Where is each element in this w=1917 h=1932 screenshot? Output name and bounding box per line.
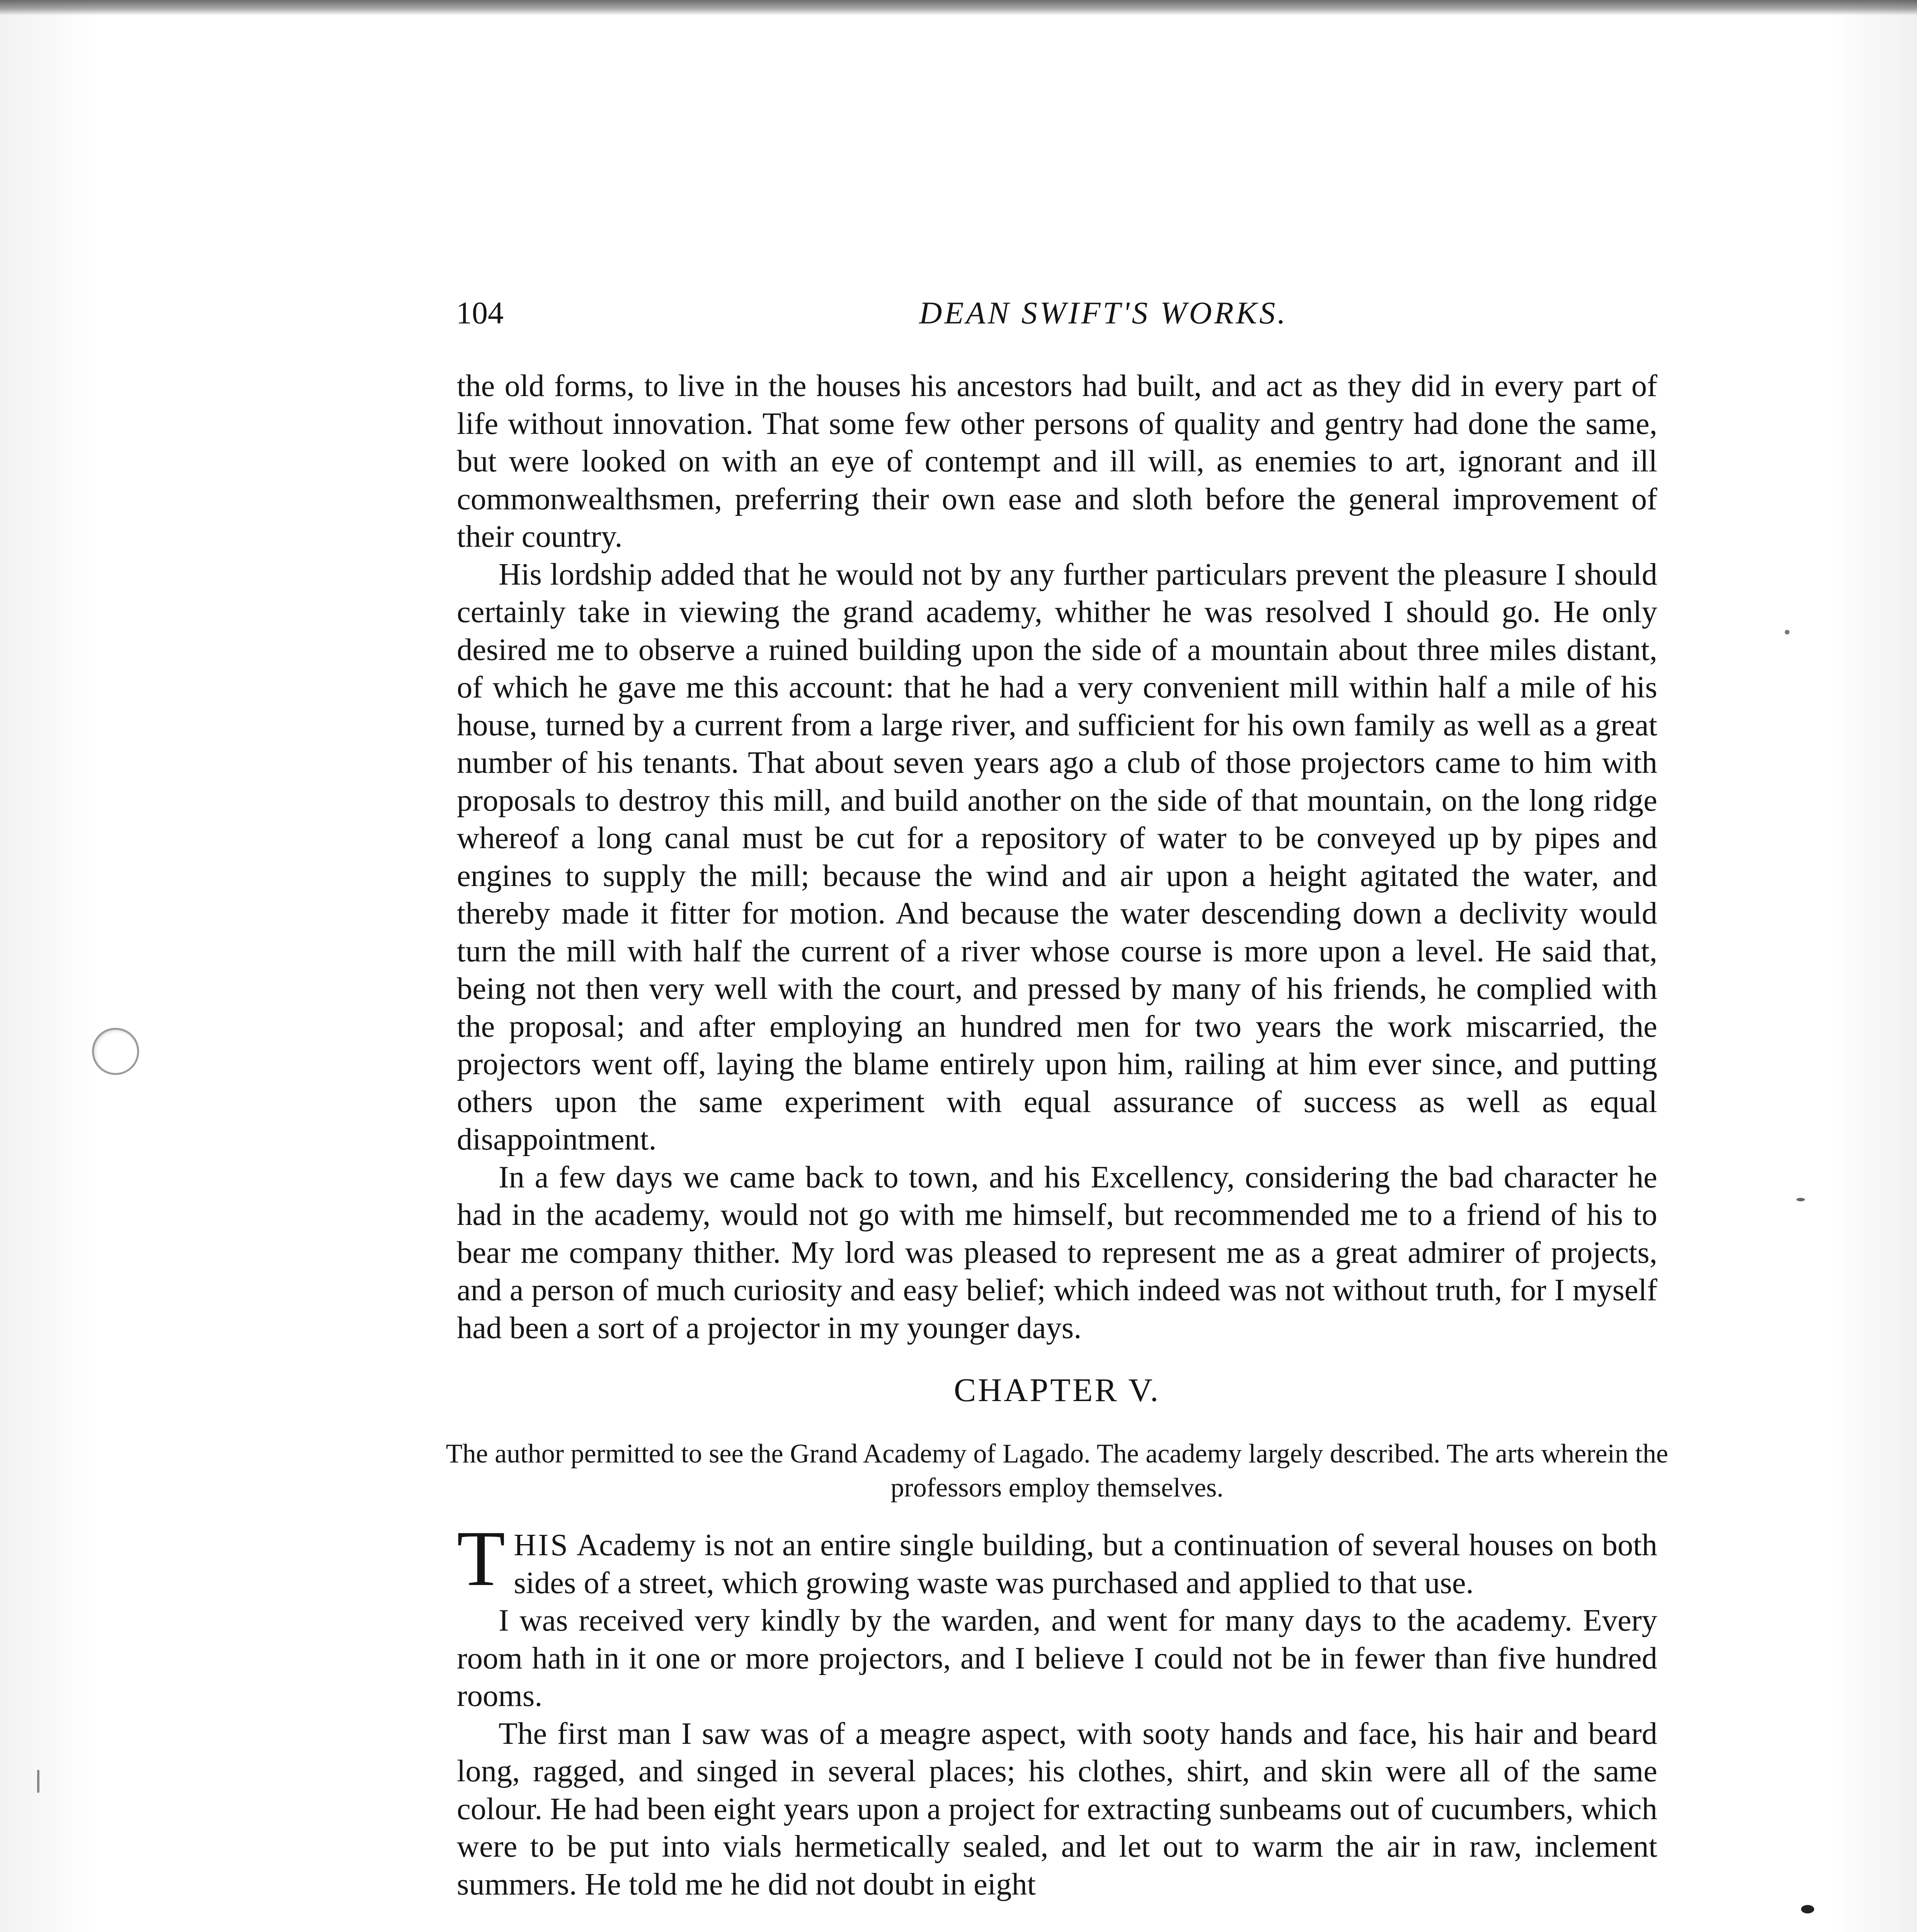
chapter-title: CHAPTER V. bbox=[953, 1371, 1161, 1408]
scan-mark bbox=[37, 1770, 39, 1793]
paragraph: His lordship added that he would not by any further particulars prevent the pleasure I should certainly take in viewing the grand academy, whither he was resolved I should go. He only desired me to observe a ruined building upon the side of a mountain about three miles distant, of which he gave me this account: that he had a very convenient mill within half a mile of his house, turned by a current from a large river, and sufficient for his own family as well as a great number of his tenants. That about seven years ago a club of those projectors came to him with proposals to destroy this mill, and build another on the side of that mountain, on the long ridge whereof a long canal must be cut for a repository of water to be conveyed up by pipes and engines to supply the mill; because the wind and air upon a height agitated the water, and thereby made it fitter for motion. And because the water descending down a declivity would turn the mill with half the current of a river whose course is more upon a level. He said that, being not then very well with the court, and pressed by many of his friends, he complied with the proposal; and after employing an hundred men for two years the work miscarried, the projectors went off, laying the blame entirely upon him, railing at him ever since, and putting others upon the same experiment with equal assurance of success as well as equal disappointment. bbox=[457, 557, 1657, 1156]
body-text bbox=[446, 367, 1668, 1903]
scan-right-shadow bbox=[1832, 0, 1917, 1932]
opening-text: Academy is not an entire single building, but a continuation of several houses on both sides of a street, which growing waste was purchased and applied to that use. bbox=[514, 1528, 1657, 1600]
chapter-opening-paragraph bbox=[457, 1515, 1657, 1602]
running-head: DEAN SWIFT'S WORKS. bbox=[919, 295, 1288, 330]
drop-cap: T bbox=[457, 1515, 506, 1602]
page-header bbox=[456, 294, 1658, 332]
ink-speck bbox=[1785, 630, 1789, 634]
paragraph: I was received very kindly by the warden, and went for many days to the academy. Every room hath in it one or more projectors, and I believe I could not be in fewer than five hundred rooms. bbox=[457, 1603, 1657, 1713]
page-number: 104 bbox=[456, 295, 504, 330]
scan-left-shadow bbox=[0, 0, 100, 1932]
binder-punch-hole bbox=[92, 1028, 139, 1075]
chapter-summary: The author permitted to see the Grand Academy of Lagado. The academy largely described. The arts wherein the professors employ themselves. bbox=[446, 1439, 1668, 1503]
opening-small-caps: HIS bbox=[514, 1528, 570, 1562]
paragraph: The first man I saw was of a meagre aspect, with sooty hands and face, his hair and beard long, ragged, and singed in several places; his clothes, shirt, and skin were all of the same colour. He had been eight years upon a project for extracting sunbeams out of cucumbers, which were to be put into vials hermetically sealed, and let out to warm the air in raw, inclement summers. He told me he did not doubt in eight bbox=[457, 1716, 1657, 1901]
paragraph: the old forms, to live in the houses his ancestors had built, and act as they did in every part of life without innovation. That some few other persons of quality and gentry had done the same, but were looked on with an eye of contempt and ill will, as enemies to art, ignorant and ill commonwealthsmen, preferring their own ease and sloth before the general improvement of their country. bbox=[457, 369, 1657, 554]
ink-speck bbox=[1796, 1198, 1805, 1201]
paragraph: In a few days we came back to town, and his Excellency, considering the bad character he had in the academy, would not go with me himself, but recommended me to a friend of his to bear me company thither. My lord was pleased to represent me as a great admirer of projects, and a person of much curiosity and easy belief; which indeed was not without truth, for I myself had been a sort of a projector in my younger days. bbox=[457, 1160, 1657, 1345]
ink-speck bbox=[1801, 1905, 1814, 1913]
scan-top-edge bbox=[0, 0, 1917, 15]
